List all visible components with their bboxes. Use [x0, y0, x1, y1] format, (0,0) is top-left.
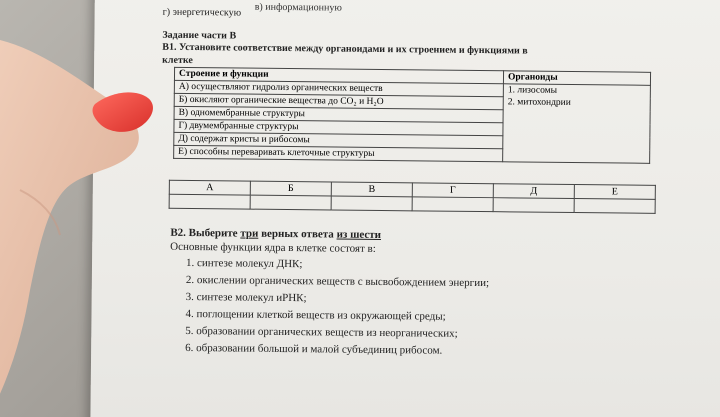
b2-title-mid: верных ответа	[258, 227, 337, 241]
b2-title-of-six: из шести	[336, 228, 382, 242]
b1-matching-table	[173, 67, 651, 164]
organoids-cell	[503, 84, 651, 164]
b2-title-prefix: В2. Выберите	[170, 226, 241, 240]
part-title: Задание части В	[162, 29, 237, 42]
answer-header-v: В	[331, 182, 412, 197]
function-v: В) одномембранные структуры	[174, 106, 503, 122]
b2-title-three: три	[240, 227, 259, 240]
answer-cell-a[interactable]	[169, 194, 250, 209]
b2-option-1: 1. синтезе молекул ДНК;	[185, 256, 303, 271]
b2-option-4: 4. поглощении клеткой веществ из окружающей среды;	[185, 307, 446, 323]
function-b: Б) окисляют органические вещества до CO₂ и H₂O	[174, 93, 503, 109]
prev-question-partial: в) информационную	[254, 1, 342, 14]
answer-header-d: Д	[493, 184, 574, 199]
function-a: А) осуществляют гидролиз органических веществ	[174, 80, 503, 96]
organoid-2: 2. митохондрии	[507, 97, 571, 108]
organoid-1: 1. лизосомы	[507, 85, 558, 96]
b2-option-3: 3. синтезе молекул иРНК;	[185, 290, 307, 305]
answer-cell-g[interactable]	[412, 197, 493, 212]
hand-holding-paper	[0, 40, 180, 417]
answer-cell-d[interactable]	[493, 198, 574, 213]
answer-header-a: А	[169, 180, 250, 195]
test-paper-sheet	[90, 0, 720, 417]
answer-header-g: Г	[412, 183, 493, 198]
answer-header-e: Е	[574, 185, 655, 200]
b2-option-6: 6. образовании большой и малой субъединиц рибосом.	[185, 341, 443, 357]
function-d: Д) содержат кристы и рибосомы	[174, 132, 503, 148]
b2-lead: Основные функции ядра в клетке состоят в:	[170, 240, 376, 255]
prev-option-g: г) энергетическую	[162, 6, 242, 19]
answer-cell-e[interactable]	[574, 199, 655, 214]
header-functions: Строение и функции	[174, 67, 503, 83]
header-organoids: Органоиды	[503, 71, 650, 86]
answer-header-b: Б	[250, 181, 331, 196]
b2-question-title	[170, 227, 381, 241]
b2-option-5: 5. образовании органических веществ из неорганических;	[185, 324, 458, 340]
b1-question-text: В1. Установите соответствие между органоидами и их строением и функциями в	[162, 41, 528, 57]
b1-answer-table	[169, 180, 656, 214]
answer-cell-b[interactable]	[250, 195, 331, 210]
b2-option-2: 2. окислении органических веществ с высвобождением энергии;	[185, 273, 490, 290]
function-g: Г) двумембранные структуры	[174, 119, 503, 135]
function-e: Е) способны переваривать клеточные структуры	[174, 145, 503, 161]
answer-cell-v[interactable]	[331, 196, 412, 211]
b1-question-text-cont: клетке	[162, 54, 193, 67]
